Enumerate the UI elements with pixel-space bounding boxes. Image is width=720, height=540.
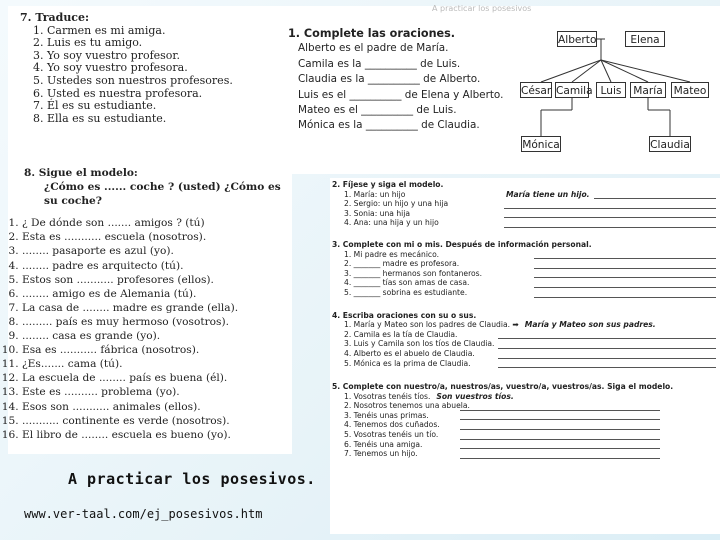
list-item: 12. La escuela de ........ país es buena (él). <box>22 371 292 385</box>
list-item: Luis es el __________ de Elena y Alberto. <box>298 88 504 101</box>
answer-line <box>460 403 660 411</box>
list-item: 5. Ustedes son nuestros profesores. <box>47 75 233 88</box>
list-item: 5. _______ sobrina es estudiante. <box>344 288 716 298</box>
list-item: 11. ¿Es....... cama (tú). <box>22 357 292 371</box>
list-item: 9. ........ casa es grande (yo). <box>22 329 292 343</box>
answer-line <box>498 341 716 349</box>
answer-line <box>460 432 660 440</box>
exercise-7-list <box>20 25 233 126</box>
answer-line <box>534 280 716 288</box>
list-item: 2. Luis es tu amigo. <box>47 37 233 50</box>
list-item: 2. Nosotros tenemos una abuela. <box>344 401 716 411</box>
exercise-1-title: 1. Complete las oraciones. <box>288 27 456 40</box>
list-item: 5. Mónica es la prima de Claudia. <box>344 359 716 369</box>
list-item: 10. Esa es ........... fábrica (nosotros). <box>22 343 292 357</box>
section-4 <box>332 311 716 369</box>
list-item: 2. Esta es ........... escuela (nosotros). <box>22 230 292 244</box>
answer-line <box>534 261 716 269</box>
list-item: 3. Yo soy vuestro profesor. <box>47 50 233 63</box>
section-5 <box>332 382 716 459</box>
list-item: 2. Camila es la tía de Claudia. <box>344 330 716 340</box>
family-tree <box>518 24 718 164</box>
answer-line <box>460 412 660 420</box>
list-item: 5. Vosotras tenéis un tío. <box>344 430 716 440</box>
exercise-1 <box>288 26 503 134</box>
list-item: 14. Esos son ........... animales (ellos). <box>22 400 292 414</box>
list-item: Alberto es el padre de María. <box>298 42 449 55</box>
list-item: 1. ¿ De dónde son ....... amigos ? (tú) <box>22 216 292 230</box>
list-item: 13. Este es .......... problema (yo). <box>22 385 292 399</box>
list-item: 7. Tenemos un hijo. <box>344 449 716 459</box>
tree-node-alberto: Alberto <box>557 31 597 47</box>
list-item: 5. Estos son ........... profesores (ellos). <box>22 273 292 287</box>
list-item: 1. Vosotras tenéis tíos. Son vuestros tíos. <box>344 391 514 401</box>
list-item: 6. ........ amigo es de Alemania (tú). <box>22 287 292 301</box>
list-item: 4. Ana: una hija y un hijo <box>344 218 716 228</box>
worksheet-panel <box>332 180 716 532</box>
list-item: 3. ........ pasaporte es azul (yo). <box>22 244 292 258</box>
list-item: Claudia es la __________ de Alberto. <box>298 73 481 86</box>
list-item: 2. Sergio: un hijo y una hija <box>344 199 716 209</box>
list-item: 7. Él es su estudiante. <box>47 100 233 113</box>
tree-node-camila: Camila <box>555 82 589 98</box>
section-5-title: 5. Complete con nuestro/a, nuestros/as, vuestro/a, vuestros/as. Siga el modelo. <box>332 382 674 392</box>
tree-node-claudia: Claudia <box>649 136 691 152</box>
list-item: 4. Alberto es el abuelo de Claudia. <box>344 349 716 359</box>
list-item: 16. El libro de ........ escuela es bueno (yo). <box>22 428 292 442</box>
tree-node-luis: Luis <box>596 82 626 98</box>
answer-line <box>534 251 716 259</box>
answer-line <box>460 441 660 449</box>
list-item: 4. _______ tías son amas de casa. <box>344 278 716 288</box>
list-item: 8. ......... país es muy hermoso (vosotros). <box>22 315 292 329</box>
list-item: 1. Carmen es mi amiga. <box>47 25 233 38</box>
list-item: 1. María y Mateo son los padres de Claudia. ➡ María y Mateo son sus padres. <box>344 320 656 330</box>
list-item: 3. Sonia: una hija <box>344 209 716 219</box>
list-item: Mónica es la __________ de Claudia. <box>298 119 480 132</box>
answer-line <box>498 351 716 359</box>
list-item: 15. ........... continente es verde (nosotros). <box>22 414 292 428</box>
page-title: A practicar los posesivos. <box>68 470 316 488</box>
list-item: 1. María: un hijo María tiene un hijo. <box>344 190 716 200</box>
section-4-title: 4. Escriba oraciones con su o sus. <box>332 310 477 320</box>
answer-line <box>460 422 660 430</box>
answer-line <box>504 201 716 209</box>
answer-line <box>498 331 716 339</box>
exercise-8-title: 8. Sigue el modelo: <box>24 167 138 179</box>
answer-line <box>594 191 716 199</box>
list-item: 6. Usted es nuestra profesora. <box>47 88 233 101</box>
list-item: 7. La casa de ........ madre es grande (ella). <box>22 301 292 315</box>
list-item: Mateo es el __________ de Luis. <box>298 104 457 117</box>
list-item: 1. Mi padre es mecánico. <box>344 250 716 260</box>
exercise-8 <box>0 162 292 452</box>
list-item: 4. ........ padre es arquitecto (tú). <box>22 259 292 273</box>
faint-header: A practicar los posesivos <box>432 4 532 13</box>
section-3-title: 3. Complete con mi o mis. Después de información personal. <box>332 239 592 249</box>
exercise-7 <box>20 12 233 125</box>
tree-node-maria: María <box>630 82 666 98</box>
answer-line <box>504 220 716 228</box>
list-item: 6. Tenéis una amiga. <box>344 440 716 450</box>
tree-node-mateo: Mateo <box>671 82 709 98</box>
exercise-7-title: 7. Traduce: <box>20 11 90 24</box>
list-item: 4. Yo soy vuestro profesora. <box>47 62 233 75</box>
answer-line <box>504 210 716 218</box>
section-3 <box>332 240 716 298</box>
list-item: 4. Tenemos dos cuñados. <box>344 420 716 430</box>
list-item: 3. Luis y Camila son los tíos de Claudia. <box>344 339 716 349</box>
tree-node-cesar: César <box>520 82 552 98</box>
list-item: 8. Ella es su estudiante. <box>47 113 233 126</box>
tree-node-monica: Mónica <box>521 136 561 152</box>
exercise-8-list <box>0 216 292 442</box>
list-item: 2. _______ madre es profesora. <box>344 259 716 269</box>
answer-line <box>534 270 716 278</box>
source-link[interactable]: www.ver-taal.com/ej_posesivos.htm <box>24 507 263 521</box>
section-2 <box>332 180 716 228</box>
answer-line <box>534 290 716 298</box>
answer-line <box>498 360 716 368</box>
tree-node-elena: Elena <box>625 31 665 47</box>
section-2-title: 2. Fíjese y siga el modelo. <box>332 180 444 189</box>
list-item: Camila es la __________ de Luis. <box>298 57 461 70</box>
answer-line <box>460 451 660 459</box>
exercise-8-model: ¿Cómo es ...... coche ? (usted) ¿Cómo es su coche? <box>44 181 281 208</box>
list-item: 3. _______ hermanos son fontaneros. <box>344 269 716 279</box>
list-item: 3. Tenéis unas primas. <box>344 411 716 421</box>
